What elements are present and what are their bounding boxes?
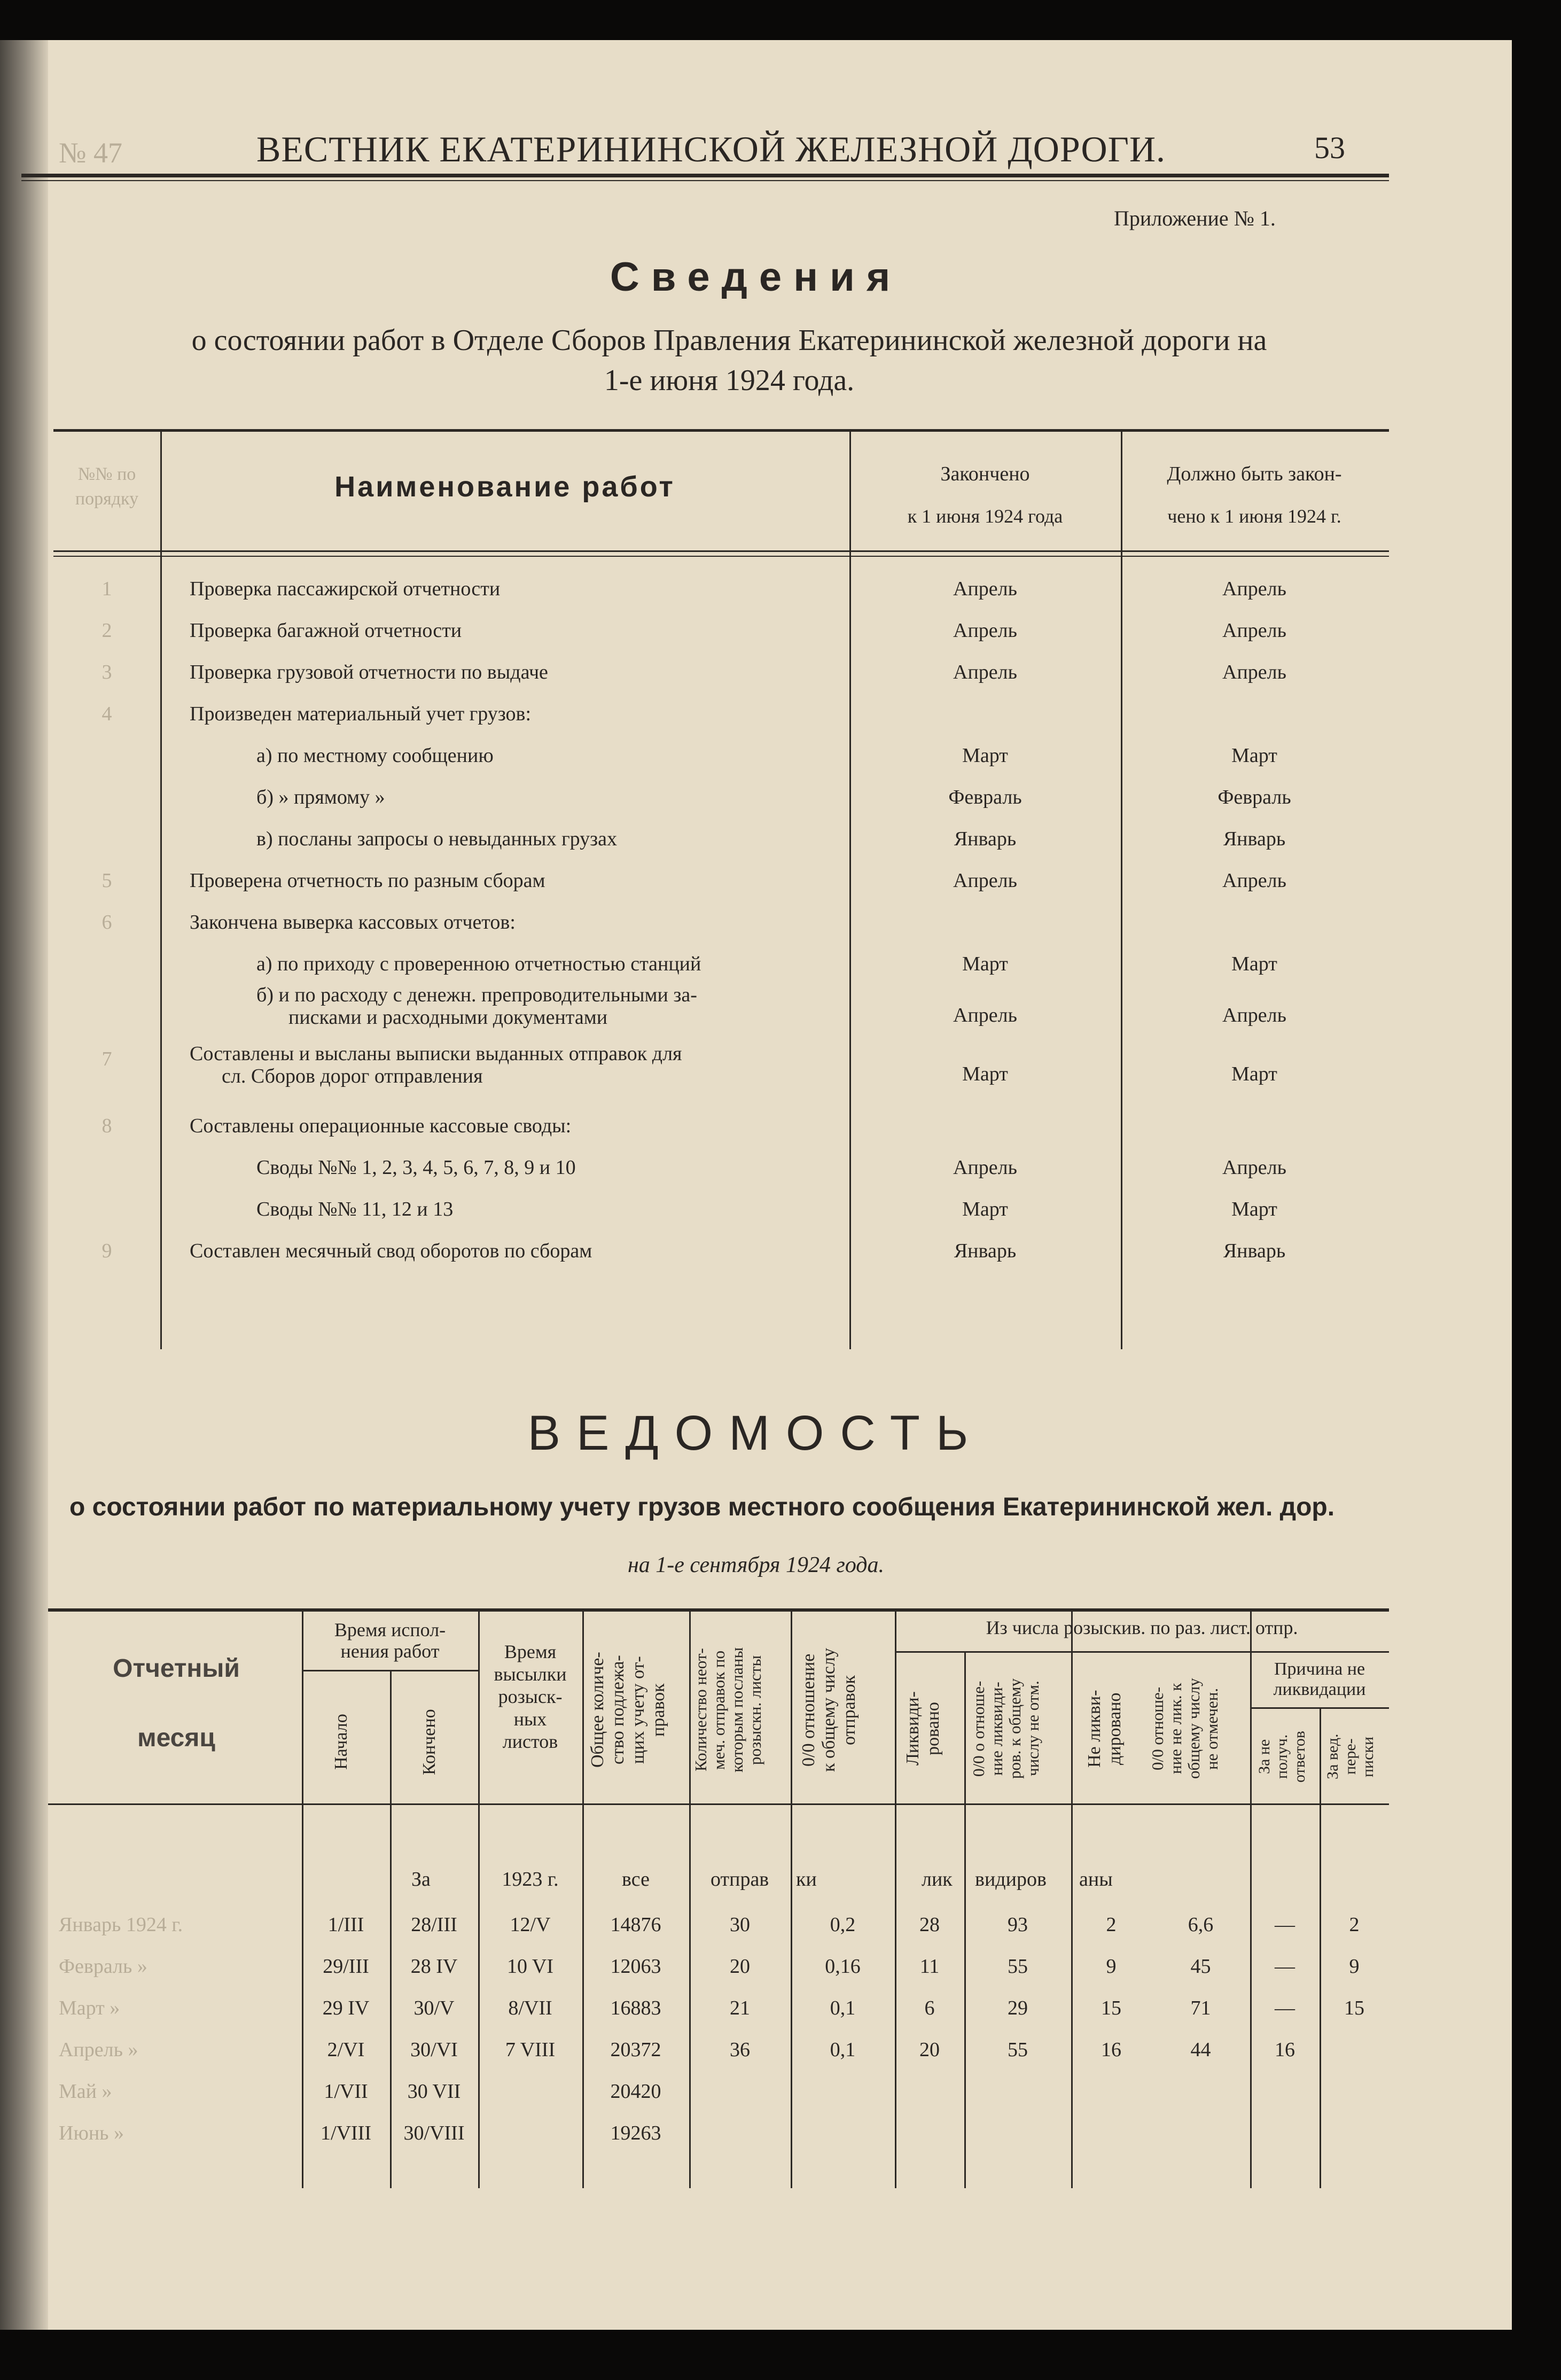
- cargo-row-no-answers: —: [1275, 1997, 1295, 2019]
- cargo-row-pct: 0,16: [825, 1955, 861, 1978]
- works-row-no: 4: [102, 703, 112, 725]
- cargo-group-rule: [895, 1651, 1389, 1653]
- cargo-row-not-liquidated: 9: [1106, 1955, 1117, 1978]
- cargo-row-liquidated: 28: [919, 1914, 940, 1936]
- cargo-table-head-rule: [48, 1803, 1389, 1805]
- cargo-col-start-header: Начало: [331, 1714, 351, 1770]
- cargo-table-top-rule: [48, 1608, 1389, 1612]
- works-col-divider-no: [160, 430, 162, 1349]
- cargo-row-count: 36: [730, 2039, 750, 2061]
- cargo-row-pct-not-liquidated: 44: [1190, 2039, 1211, 2061]
- cargo-col-subdiv: [1320, 1707, 1321, 2188]
- works-row-due: Апрель: [1222, 1156, 1286, 1179]
- cargo-row-month: Январь 1924 г.: [59, 1914, 183, 1936]
- works-row-name: б) » прямому »: [256, 786, 385, 808]
- cargo-row-pct: 0,1: [830, 2039, 856, 2061]
- cargo-row-start: 29 IV: [322, 1997, 370, 2019]
- cargo-row-month: Июнь »: [59, 2122, 124, 2144]
- works-row-name: Составлены операционные кассовые своды:: [190, 1115, 572, 1137]
- cargo-group-header: Из числа розыскив. по раз. лист. отпр.: [986, 1617, 1298, 1638]
- cargo-row-total: 19263: [610, 2122, 661, 2144]
- works-table-head-rule: [53, 550, 1389, 552]
- cargo-row-start: 1/VII: [324, 2080, 368, 2103]
- works-row-name: Проверка грузовой отчетности по выдаче: [190, 661, 548, 683]
- works-table-top-rule: [53, 429, 1389, 432]
- works-row-due: Март: [1231, 953, 1277, 975]
- cargo-row-pct-not-liquidated: 45: [1190, 1955, 1211, 1978]
- cargo-col-correspondence-header: За вед. пере- писки: [1324, 1733, 1377, 1780]
- works-row-name-cont: писками и расходными документами: [288, 1006, 608, 1029]
- cargo-col-pct-header: 0/0 отношение к общему числу отправок: [799, 1648, 859, 1772]
- cargo-col-count-header: Количество неот- меч. отправок по которым посланы розыскн. листы: [691, 1647, 764, 1773]
- works-row-due: Апрель: [1222, 578, 1286, 600]
- cargo-row-sent: 7 VIII: [505, 2039, 556, 2061]
- cargo-row-start: 1/III: [327, 1914, 364, 1936]
- works-row-no: 1: [102, 578, 112, 600]
- works-row-due: Апрель: [1222, 1004, 1286, 1026]
- section2-subtitle: о состоянии работ по материальному учету грузов местного сообщения Екатерининской жел. дор.: [69, 1493, 1335, 1521]
- works-row-done: Февраль: [948, 786, 1022, 808]
- cargo-col-month-header-2: месяц: [137, 1724, 215, 1752]
- cargo-row-liquidated: 20: [919, 2039, 940, 2061]
- cargo-row-total: 20372: [610, 2039, 661, 2061]
- cargo-col-div: [895, 1611, 896, 2188]
- cargo-time-group-rule: [302, 1670, 478, 1671]
- cargo-col-pct-liquidated-header: 0/0 о отноше- ние ликвиди- ров. к общему числу не отм.: [969, 1678, 1042, 1779]
- cargo-col-no-answers-header: За не получ. ответов: [1255, 1731, 1308, 1783]
- cargo-row-no-answers: —: [1275, 1955, 1295, 1978]
- works-row-due: Январь: [1223, 828, 1286, 850]
- works-row-due: Апрель: [1222, 661, 1286, 683]
- note-total: все: [622, 1868, 650, 1891]
- cargo-row-start: 1/VIII: [321, 2122, 371, 2144]
- note-pct-liq: видиров: [975, 1868, 1047, 1891]
- note-liq: лик: [922, 1868, 953, 1891]
- cargo-row-liquidated: 11: [919, 1955, 940, 1978]
- note-not-liq: аны: [1079, 1868, 1113, 1891]
- cargo-row-total: 14876: [610, 1914, 661, 1936]
- works-col-due-header-1: Должно быть закон-: [1167, 463, 1342, 485]
- cargo-reason-group-header: Причина не ликвидации: [1273, 1659, 1366, 1699]
- cargo-row-pct-liquidated: 93: [1008, 1914, 1028, 1936]
- works-row-name: а) по приходу с проверенною отчетностью станций: [256, 953, 701, 975]
- section1-subtitle-line1: о состоянии работ в Отделе Сборов Правления Екатерининской железной дороги на: [191, 324, 1267, 357]
- issue-number: № 47: [59, 137, 123, 169]
- works-row-due: Март: [1231, 1198, 1277, 1220]
- journal-title: ВЕСТНИК ЕКАТЕРИНИНСКОЙ ЖЕЛЕЗНОЙ ДОРОГИ.: [256, 129, 1166, 169]
- works-row-done: Январь: [954, 828, 1017, 850]
- cargo-col-month-header-1: Отчетный: [113, 1654, 240, 1683]
- page-number: 53: [1314, 130, 1345, 165]
- works-row-name: Составлены и высланы выписки выданных отправок для: [190, 1043, 682, 1065]
- works-row-name: Проверка багажной отчетности: [190, 619, 462, 642]
- works-row-name: в) посланы запросы о невыданных грузах: [256, 828, 618, 850]
- works-col-due-header-2: чено к 1 июня 1924 г.: [1167, 505, 1341, 527]
- cargo-row-start: 2/VI: [327, 2039, 365, 2061]
- works-row-no: 8: [102, 1115, 112, 1137]
- cargo-row-end: 30/VI: [410, 2039, 458, 2061]
- cargo-row-month: Май »: [59, 2080, 112, 2103]
- cargo-row-start: 29/III: [323, 1955, 369, 1978]
- works-row-done: Март: [962, 1198, 1008, 1220]
- note-pct: ки: [796, 1868, 817, 1891]
- works-row-due: Апрель: [1222, 619, 1286, 642]
- works-row-no: 2: [102, 619, 112, 642]
- cargo-row-pct-liquidated: 55: [1008, 1955, 1028, 1978]
- cargo-row-end: 30/V: [413, 1997, 455, 2019]
- cargo-row-correspondence: 15: [1344, 1997, 1364, 2019]
- works-col-no-header: №№ по порядку: [75, 464, 139, 509]
- cargo-col-not-liquidated-header: Не ликви- дировано: [1084, 1690, 1125, 1768]
- cargo-row-pct: 0,1: [830, 1997, 856, 2019]
- cargo-row-count: 30: [730, 1914, 750, 1936]
- works-col-done-header-2: к 1 июня 1924 года: [907, 505, 1063, 527]
- cargo-col-end-header: Кончено: [419, 1709, 439, 1775]
- cargo-row-sent: 10 VI: [507, 1955, 553, 1978]
- works-row-due: Март: [1231, 1063, 1277, 1085]
- cargo-col-liquidated-header: Ликвиди- ровано: [903, 1691, 943, 1766]
- page: [0, 40, 1512, 2330]
- works-row-no: 9: [102, 1240, 112, 1262]
- note-sent: 1923 г.: [502, 1868, 559, 1891]
- cargo-col-sent-header: Время высылки розыск- ных листов: [494, 1641, 567, 1752]
- works-row-done: Апрель: [953, 661, 1017, 683]
- works-row-name: б) и по расходу с денежн. препроводительными за-: [256, 984, 697, 1006]
- cargo-row-correspondence: 9: [1349, 1955, 1360, 1978]
- works-row-done: Апрель: [953, 1156, 1017, 1179]
- works-row-done: Апрель: [953, 869, 1017, 892]
- cargo-row-sent: 8/VII: [508, 1997, 552, 2019]
- cargo-col-div: [689, 1611, 691, 2188]
- cargo-row-no-answers: 16: [1275, 2039, 1295, 2061]
- cargo-row-not-liquidated: 15: [1101, 1997, 1121, 2019]
- cargo-row-count: 20: [730, 1955, 750, 1978]
- cargo-row-pct: 0,2: [830, 1914, 856, 1936]
- works-row-due: Февраль: [1217, 786, 1291, 808]
- cargo-row-not-liquidated: 16: [1101, 2039, 1121, 2061]
- appendix-label: Приложение № 1.: [1114, 206, 1276, 230]
- works-row-done: Апрель: [953, 619, 1017, 642]
- works-row-due: Март: [1231, 744, 1277, 767]
- cargo-row-pct-liquidated: 55: [1008, 2039, 1028, 2061]
- cargo-col-div: [1071, 1611, 1073, 2188]
- cargo-time-group-header: Время испол- нения работ: [334, 1619, 446, 1662]
- cargo-row-end: 28 IV: [410, 1955, 458, 1978]
- cargo-col-div: [791, 1611, 792, 2188]
- cargo-row-month: Апрель »: [59, 2039, 138, 2061]
- works-row-done: Март: [962, 1063, 1008, 1085]
- header-rule: [21, 174, 1389, 177]
- cargo-row-total: 20420: [610, 2080, 661, 2103]
- cargo-col-pct-not-liquidated-header: 0/0 отноше- ние не лик. к общему числу не отмечен.: [1148, 1678, 1221, 1779]
- works-row-no: 7: [102, 1048, 112, 1070]
- works-row-name: Проверена отчетность по разным сборам: [190, 869, 545, 892]
- cargo-row-total: 16883: [610, 1997, 661, 2019]
- section1-heading: Сведения: [610, 254, 902, 300]
- works-row-name: Своды №№ 1, 2, 3, 4, 5, 6, 7, 8, 9 и 10: [256, 1156, 576, 1179]
- cargo-row-not-liquidated: 2: [1106, 1914, 1117, 1936]
- works-row-name-cont: сл. Сборов дорог отправления: [222, 1065, 483, 1087]
- cargo-row-total: 12063: [610, 1955, 661, 1978]
- cargo-row-liquidated: 6: [924, 1997, 935, 2019]
- works-row-due: Январь: [1223, 1240, 1286, 1262]
- section2-date-line: на 1-е сентября 1924 года.: [627, 1553, 885, 1577]
- works-row-done: Январь: [954, 1240, 1017, 1262]
- cargo-row-end: 30 VII: [407, 2080, 461, 2103]
- note-count: отправ: [711, 1868, 769, 1891]
- cargo-reason-group-rule: [1250, 1707, 1389, 1709]
- cargo-row-end: 30/VIII: [403, 2122, 465, 2144]
- works-row-name: а) по местному сообщению: [256, 744, 494, 767]
- cargo-row-no-answers: —: [1275, 1914, 1295, 1936]
- works-row-done: Апрель: [953, 578, 1017, 600]
- cargo-row-pct-liquidated: 29: [1008, 1997, 1028, 2019]
- works-col-done-header-1: Закончено: [940, 463, 1030, 485]
- works-row-name: Проверка пассажирской отчетности: [190, 578, 501, 600]
- note-end: За: [411, 1868, 431, 1891]
- header-rule-thin: [21, 180, 1389, 181]
- section1-subtitle-line2: 1-е июня 1924 года.: [604, 364, 855, 397]
- works-table-head-rule2: [53, 556, 1389, 557]
- works-row-name: Составлен месячный свод оборотов по сборам: [190, 1240, 592, 1262]
- works-row-no: 3: [102, 661, 112, 683]
- cargo-row-month: Февраль »: [59, 1955, 147, 1978]
- cargo-row-correspondence: 2: [1349, 1914, 1360, 1936]
- works-row-done: Март: [962, 953, 1008, 975]
- works-row-name: Своды №№ 11, 12 и 13: [256, 1198, 454, 1220]
- cargo-row-pct-not-liquidated: 71: [1190, 1997, 1211, 2019]
- works-row-name: Произведен материальный учет грузов:: [190, 703, 532, 725]
- cargo-row-end: 28/III: [411, 1914, 457, 1936]
- works-row-no: 6: [102, 911, 112, 934]
- binding-gutter: [0, 40, 48, 2330]
- cargo-row-count: 21: [730, 1997, 750, 2019]
- section2-heading: ВЕДОМОСТЬ: [527, 1406, 985, 1460]
- cargo-row-pct-not-liquidated: 6,6: [1188, 1914, 1214, 1936]
- works-row-done: Апрель: [953, 1004, 1017, 1026]
- cargo-col-total-header: Общее количе- ство подлежа- щих учету от- правок: [588, 1652, 668, 1768]
- cargo-row-sent: 12/V: [510, 1914, 551, 1936]
- works-row-done: Март: [962, 744, 1008, 767]
- works-row-due: Апрель: [1222, 869, 1286, 892]
- works-row-no: 5: [102, 869, 112, 892]
- works-row-name: Закончена выверка кассовых отчетов:: [190, 911, 516, 934]
- cargo-row-month: Март »: [59, 1997, 120, 2019]
- works-col-name-header: Наименование работ: [334, 471, 675, 503]
